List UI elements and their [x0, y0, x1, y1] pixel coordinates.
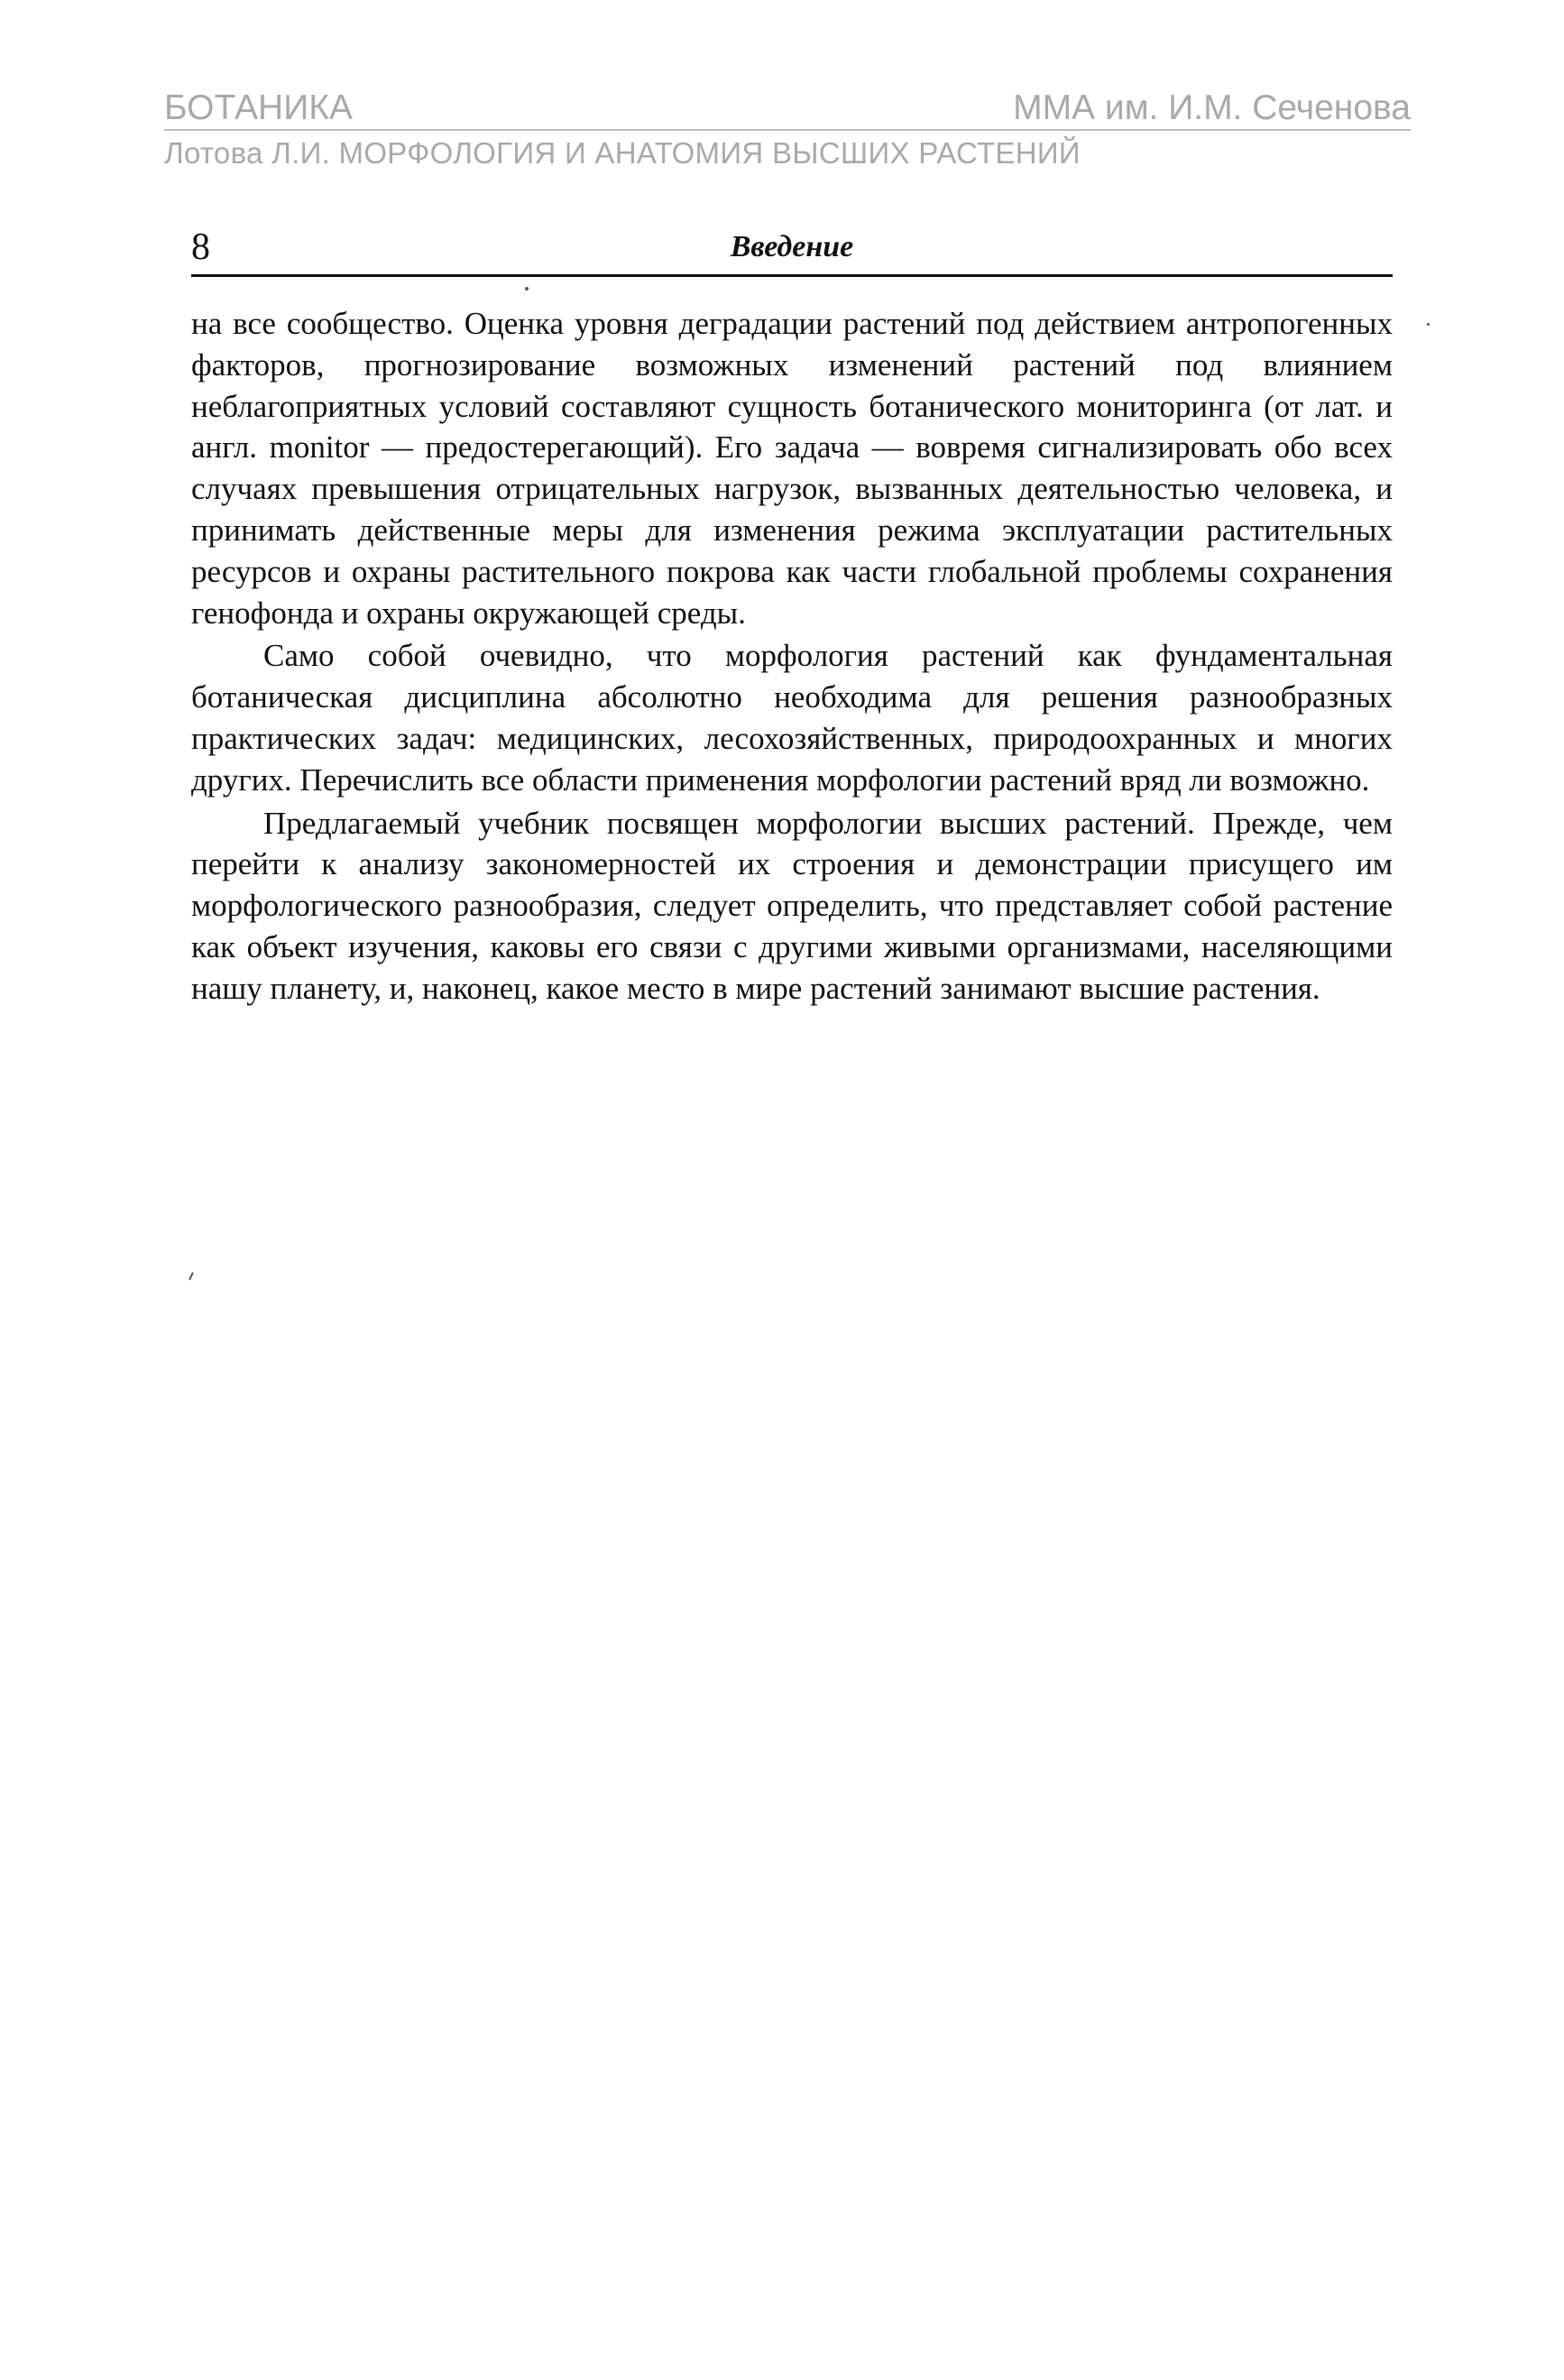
page-number: 8	[191, 226, 210, 268]
watermark-subject: БОТАНИКА	[164, 88, 353, 127]
scan-speck	[1427, 323, 1430, 326]
watermark-book-title: Лотова Л.И. МОРФОЛОГИЯ И АНАТОМИЯ ВЫСШИХ РАСТЕНИЙ	[164, 136, 1081, 170]
watermark-institution: ММА им. И.М. Сеченова	[1013, 88, 1411, 127]
paragraph-1: на все сообщество. Оценка уровня деградации растений под действием антропогенных факторов, прогнозирование возможных изменений растений под влиянием неблагоприятных условий составляют сущность ботанического мониторинга (от лат. и англ. monitor — предостерегающий). Его задача — вовремя сигнализировать обо всех случаях превышения отрицательных нагрузок, вызванных деятельностью человека, и принимать действенные меры для изменения режима эксплуатации растительных ресурсов и охраны растительного покрова как части глобальной проблемы сохранения генофонда и охраны окружающей среды.	[191, 306, 1393, 631]
section-title: Введение	[730, 230, 854, 263]
scan-speck	[525, 287, 529, 291]
header-rule	[191, 274, 1393, 277]
watermark-header	[164, 87, 1411, 130]
body-text	[191, 303, 1393, 1010]
scan-speck	[189, 1272, 194, 1280]
paragraph-3: Предлагаемый учебник посвящен морфологии высших растений. Прежде, чем перейти к анализу закономерностей их строения и демонстрации присущего им морфологического разнообразия, следует определить, что представляет собой растение как объект изучения, каковы его связи с другими живыми организмами, населяющими нашу планету, и, наконец, какое место в мире растений занимают высшие растения.	[191, 805, 1393, 1006]
running-head	[191, 222, 1393, 272]
watermark-divider	[164, 129, 1411, 131]
paragraph-2: Само собой очевидно, что морфология растений как фундаментальная ботаническая дисциплина абсолютно необходима для решения разнообразных практических задач: медицинских, лесохозяйственных, природоохранных и многих других. Перечислить все области применения морфологии растений вряд ли возможно.	[191, 638, 1393, 798]
